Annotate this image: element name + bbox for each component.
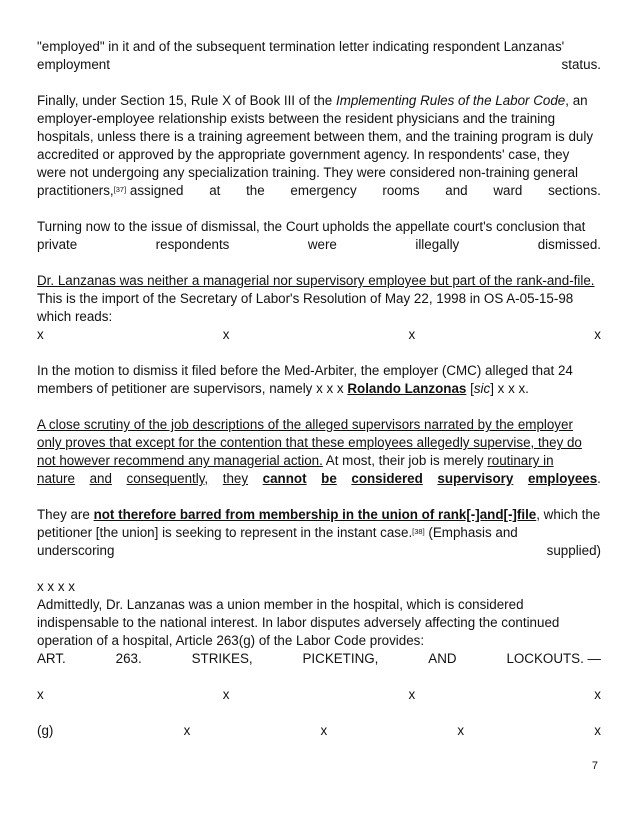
- word: private: [37, 237, 78, 252]
- text-run: , an: [565, 93, 588, 108]
- p3-line-2: [37, 236, 601, 254]
- omission-x: x: [594, 723, 601, 738]
- p7-line-3: [37, 542, 601, 560]
- underlined-text: Dr. Lanzanas was neither a managerial nor supervisory employee but part of the rank-and-file.: [37, 273, 595, 288]
- p4-line-3: which reads:: [37, 309, 113, 324]
- word: and: [89, 471, 112, 486]
- word: [528, 470, 601, 488]
- text-run: Finally, under Section 15, Rule X of Book III of the: [37, 93, 336, 108]
- omission-x: x: [222, 687, 230, 702]
- word: underscoring: [37, 543, 115, 558]
- word: 263.: [115, 651, 142, 666]
- p2-line-6: [37, 182, 601, 200]
- underlined-text: routinary in: [487, 453, 554, 468]
- p5-line-1: In the motion to dismiss it filed before the Med-Arbiter, the employer (CMC) alleged that 24: [37, 363, 573, 378]
- p7-line-1: [37, 506, 601, 524]
- text-run: .: [597, 471, 601, 486]
- omission-x: x: [183, 723, 191, 738]
- p8-line-2: Admittedly, Dr. Lanzanas was a union member in the hospital, which is considered: [37, 597, 524, 612]
- p5-line-2: [37, 380, 601, 398]
- p4-omission-line: [37, 326, 601, 344]
- text-run: practitioners,: [37, 183, 114, 198]
- p2-line-4: accredited or approved by the appropriate government agency. In respondents' case, they: [37, 147, 570, 162]
- footnote-ref[interactable]: [37]: [113, 185, 127, 194]
- word: consequently,: [126, 471, 209, 486]
- word: supplied): [546, 543, 601, 558]
- word: and: [445, 183, 468, 198]
- word: [37, 182, 184, 200]
- word: AND: [428, 651, 457, 666]
- p8-line-1: x x x x: [37, 579, 75, 594]
- text-run: employees: [527, 471, 598, 486]
- word: employment: [37, 57, 110, 72]
- word: at: [209, 183, 221, 198]
- word: the: [246, 183, 265, 198]
- word: ART.: [37, 651, 66, 666]
- p4-line-1: [37, 272, 601, 290]
- p1-line-1: "employed" in it and of the subsequent termination letter indicating respondent Lanzanas': [37, 39, 565, 54]
- text-run: At most, their job is merely: [322, 453, 488, 468]
- article-heading: [37, 650, 601, 668]
- p2-line-1: [37, 92, 601, 110]
- text-run: petitioner [the union] is seeking to represent in the instant case.: [37, 525, 413, 540]
- italic-sic: sic: [473, 381, 491, 396]
- word: rooms: [382, 183, 420, 198]
- word: they: [222, 471, 249, 486]
- word: STRIKES,: [191, 651, 253, 666]
- underlined-text: not however recommend any managerial action.: [37, 453, 323, 468]
- omission-x: x: [37, 687, 44, 702]
- text-run: members of petitioner are supervisors, namely x x x: [37, 381, 348, 396]
- word: nature: [37, 471, 75, 486]
- text-run: assigned: [126, 183, 184, 198]
- text-run: [: [466, 381, 474, 396]
- p8-line-4: operation of a hospital, Article 263(g) of the Labor Code provides:: [37, 633, 425, 648]
- word: supervisory: [437, 471, 514, 486]
- p6-line-2: [37, 434, 601, 452]
- word: ward: [493, 183, 523, 198]
- word: sections.: [548, 183, 601, 198]
- omission-x: x: [594, 687, 601, 702]
- underlined-text: A close scrutiny of the job descriptions of the alleged supervisors narrated by the employer: [37, 417, 573, 432]
- emphasized-name: Rolando Lanzonas: [347, 381, 467, 396]
- page-number: 7: [591, 760, 598, 772]
- word: dismissed.: [537, 237, 601, 252]
- footnote-ref[interactable]: [38]: [412, 527, 425, 536]
- omission-x: x: [457, 723, 465, 738]
- text-run: , which the: [536, 507, 601, 522]
- omission-x: x: [37, 327, 44, 342]
- emphasized-text: not therefore barred from membership in the union of rank[-]and[-]file: [93, 507, 537, 522]
- p4-line-2: This is the import of the Secretary of Labor's Resolution of May 22, 1998 in OS A-05-15-98: [37, 291, 574, 306]
- text-run: ] x x x.: [490, 381, 529, 396]
- italic-title: Implementing Rules of the Labor Code: [335, 93, 566, 108]
- text-run: (Emphasis and: [424, 525, 518, 540]
- p1-line-2: [37, 56, 601, 74]
- p6-line-3: [37, 452, 601, 470]
- omission-x: x: [320, 723, 328, 738]
- p2-line-3: hospitals, unless there is a training agreement between them, and the training program is duly: [37, 129, 594, 144]
- p3-line-1: Turning now to the issue of dismissal, the Court upholds the appellate court's conclusion that: [37, 219, 586, 234]
- word: status.: [561, 57, 601, 72]
- word: were: [307, 237, 337, 252]
- word: be: [321, 471, 337, 486]
- p8-line-3: indispensable to the national interest. In labor disputes adversely affecting the continued: [37, 615, 560, 630]
- word: illegally: [415, 237, 460, 252]
- word: respondents: [155, 237, 230, 252]
- p7-line-2: [37, 524, 601, 542]
- subsection-label: (g): [37, 723, 54, 738]
- word: cannot: [262, 471, 307, 486]
- p6-line-1: [37, 416, 601, 434]
- omission-x: x: [408, 327, 416, 342]
- word: PICKETING,: [302, 651, 379, 666]
- word: emergency: [290, 183, 357, 198]
- p6-line-4: [37, 470, 601, 488]
- omission-line-g: [37, 722, 601, 740]
- omission-x: x: [408, 687, 416, 702]
- p2-line-2: employer-employee relationship exists between the resident physicians and the training: [37, 111, 556, 126]
- underlined-text: only proves that except for the contention that these employees allegedly supervise, they do: [37, 435, 582, 450]
- omission-x: x: [594, 327, 601, 342]
- word: considered: [351, 471, 423, 486]
- word: LOCKOUTS. —: [506, 651, 601, 666]
- text-run: They are: [37, 507, 94, 522]
- omission-x: x: [222, 327, 230, 342]
- omission-line: [37, 686, 601, 704]
- p2-line-5: were not undergoing any specialization training. They were considered non-training general: [37, 165, 578, 180]
